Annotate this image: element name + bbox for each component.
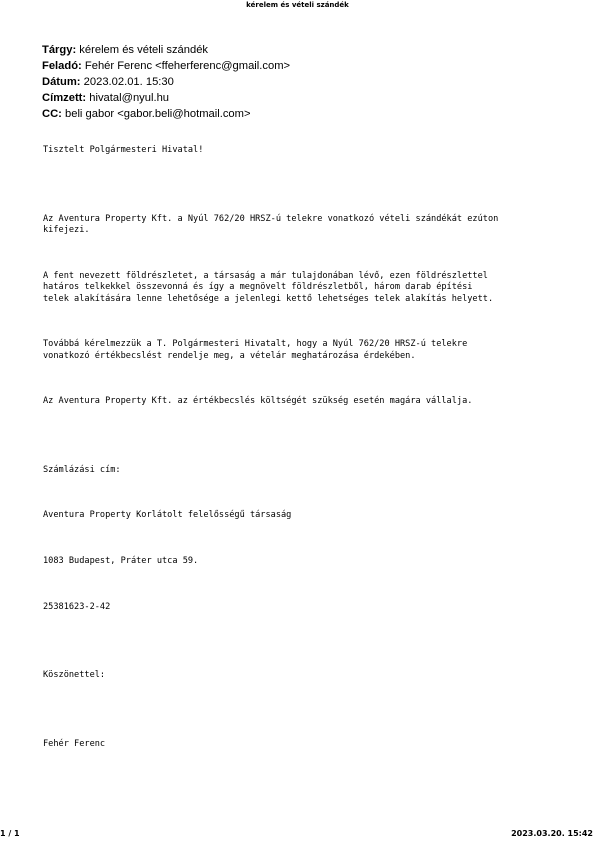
- to-value: hivatal@nyul.hu: [86, 92, 170, 104]
- print-timestamp: 2023.03.20. 15:42: [511, 829, 593, 838]
- cc-value: beli gabor <gabor.beli@hotmail.com>: [61, 108, 251, 120]
- body-paragraph-1: Az Aventura Property Kft. a Nyúl 762/20 HRSZ-ú telekre vonatkozó vételi szándékát ezúton kifejezi.: [43, 213, 499, 236]
- subject-line: [42, 42, 562, 58]
- cc-line: [42, 106, 562, 122]
- billing-name: Aventura Property Korlátolt felelősségű társaság: [43, 510, 292, 521]
- subject-value: kérelem és vételi szándék: [76, 44, 209, 56]
- greeting: Tisztelt Polgármesteri Hivatal!: [43, 145, 204, 156]
- body-paragraph-2: A fent nevezett földrészletet, a társaság a már tulajdonában lévő, ezen földrészlettel határos telkekkel összevonná és így a megnövelt földrészletből, három darab építési telek alakítására lenne lehetősége a jelenlegi kettő lehetséges telek alakítás helyett.: [43, 270, 494, 304]
- to-line: [42, 90, 562, 106]
- from-line: [42, 58, 562, 74]
- email-body: [43, 134, 563, 761]
- page-title: kérelem és vételi szándék: [246, 1, 349, 9]
- email-header: [42, 42, 562, 122]
- cc-label: CC:: [42, 108, 62, 120]
- date-value: 2023.02.01. 15:30: [80, 76, 174, 88]
- billing-address: 1083 Budapest, Práter utca 59.: [43, 556, 199, 567]
- closing: Köszönettel:: [43, 670, 106, 681]
- page-counter: 1 / 1: [0, 829, 20, 838]
- billing-tax-number: 25381623-2-42: [43, 601, 111, 612]
- subject-label: Tárgy:: [42, 44, 77, 56]
- signature: Fehér Ferenc: [43, 738, 106, 749]
- body-paragraph-3: Továbbá kérelmezzük a T. Polgármesteri Hivatalt, hogy a Nyúl 762/20 HRSZ-ú telekre vonatkozó értékbecslést rendelje meg, a vételár meghatározása érdekében.: [43, 339, 468, 361]
- date-label: Dátum:: [42, 76, 81, 88]
- from-value: Fehér Ferenc <ffeherferenc@gmail.com>: [81, 60, 291, 72]
- date-line: [42, 74, 562, 90]
- to-label: Címzett:: [42, 92, 87, 104]
- from-label: Feladó:: [42, 60, 82, 72]
- body-paragraph-4: Az Aventura Property Kft. az értékbecslés költségét szükség esetén magára vállalja.: [43, 396, 473, 407]
- billing-label: Számlázási cím:: [43, 464, 121, 475]
